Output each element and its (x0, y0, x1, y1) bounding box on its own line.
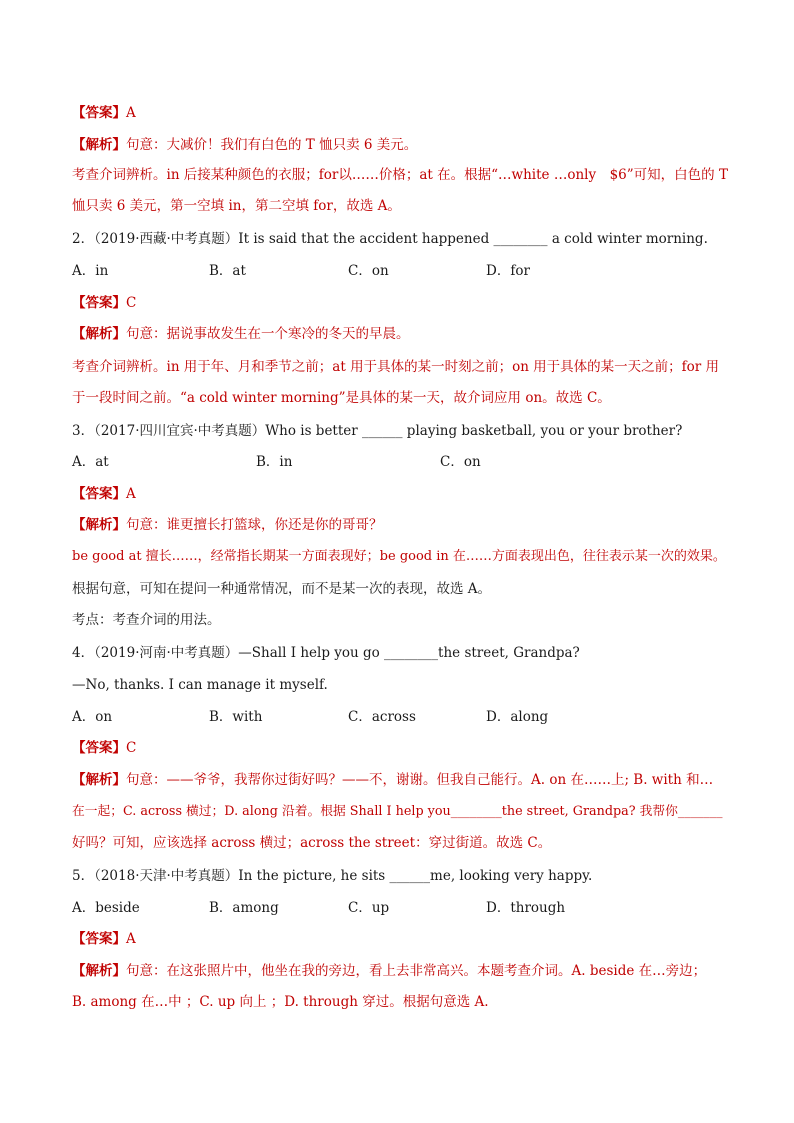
option-c: C．across (348, 709, 416, 725)
option-b: B．at (209, 263, 246, 279)
option-a: A．at (72, 454, 109, 470)
analysis-line: 【解析】句意：谁更擅长打篮球，你还是你的哥哥？ (72, 517, 383, 533)
analysis-line: 【解析】句意：据说事故发生在一个寒冷的冬天的早晨。 (72, 326, 410, 342)
analysis-text: 考查介词辨析。in 后接某种颜色的衣服；for以……价格；at 在。根据“…white …only $6”可知，白色的 T (72, 167, 728, 183)
option-c: C．up (348, 900, 390, 916)
analysis-line: 【解析】句意：大减价！我们有白色的 T 恤只卖 6 美元。 (72, 137, 418, 153)
option-c: C．on (440, 454, 481, 470)
analysis-text: 考查介词辨析。in 用于年、月和季节之前；at 用于具体的某一时刻之前；on 用于具体的某一天之前；for 用 (72, 359, 720, 375)
options-row (72, 452, 732, 472)
options-row (72, 707, 732, 727)
option-a: A．beside (72, 900, 140, 916)
options-row (72, 898, 732, 918)
analysis-text: 在一起；C. across 横过；D. along 沿着。根据 Shall I help you________the street, Grandpa? 我帮你_______ (72, 804, 723, 819)
question-stem: 5．（2018·天津·中考真题）In the picture, he sits ______me, looking very happy. (72, 868, 593, 884)
analysis-text: 考点：考查介词的用法。 (72, 612, 221, 628)
option-c: C．on (348, 263, 389, 279)
answer-line: 【答案】A (72, 105, 136, 121)
analysis-text: B. among 在…中 ；C. up 向上 ；D. through 穿过。根据句意选 A. (72, 994, 489, 1010)
analysis-text: 根据句意，可知在提问一种通常情况，而不是某一次的表现，故选 A。 (72, 581, 492, 597)
question-stem-line-2: —No, thanks. I can manage it myself. (72, 677, 328, 693)
analysis-text: 于一段时间之前。“a cold winter morning”是具体的某一天，故介词应用 on。故选 C。 (72, 390, 611, 406)
answer-line: 【答案】A (72, 486, 136, 502)
option-d: D．along (486, 709, 549, 725)
analysis-text: 恤只卖 6 美元，第一空填 in，第二空填 for，故选 A。 (72, 198, 401, 214)
analysis-text: 好吗？可知，应该选择 across 横过；across the street：穿过街道。故选 C。 (72, 835, 552, 851)
option-d: D．for (486, 263, 530, 279)
option-a: A．in (72, 263, 109, 279)
option-a: A．on (72, 709, 113, 725)
analysis-line: 【解析】句意：在这张照片中，他坐在我的旁边，看上去非常高兴。本题考查介词。A. beside 在…旁边； (72, 963, 707, 979)
option-b: B．in (256, 454, 293, 470)
question-stem: 4．（2019·河南·中考真题）—Shall I help you go ________the street, Grandpa? (72, 645, 580, 661)
analysis-line: 【解析】句意：——爷爷，我帮你过街好吗？——不，谢谢。但我自己能行。A. on 在……上; B. with 和… (72, 772, 714, 788)
analysis-text: be good at 擅长……，经常指长期某一方面表现好；be good in 在……方面表现出色，往往表示某一次的效果。 (72, 549, 726, 564)
answer-line: 【答案】C (72, 740, 137, 756)
question-stem: 2．（2019·西藏·中考真题）It is said that the accident happened ________ a cold winter morning. (72, 231, 708, 247)
option-b: B．with (209, 709, 263, 725)
options-row (72, 261, 732, 281)
question-stem: 3．（2017·四川宜宾·中考真题）Who is better ______ playing basketball, you or your brother? (72, 423, 683, 439)
answer-line: 【答案】A (72, 931, 136, 947)
answer-line: 【答案】C (72, 295, 137, 311)
option-d: D．through (486, 900, 566, 916)
option-b: B．among (209, 900, 279, 916)
